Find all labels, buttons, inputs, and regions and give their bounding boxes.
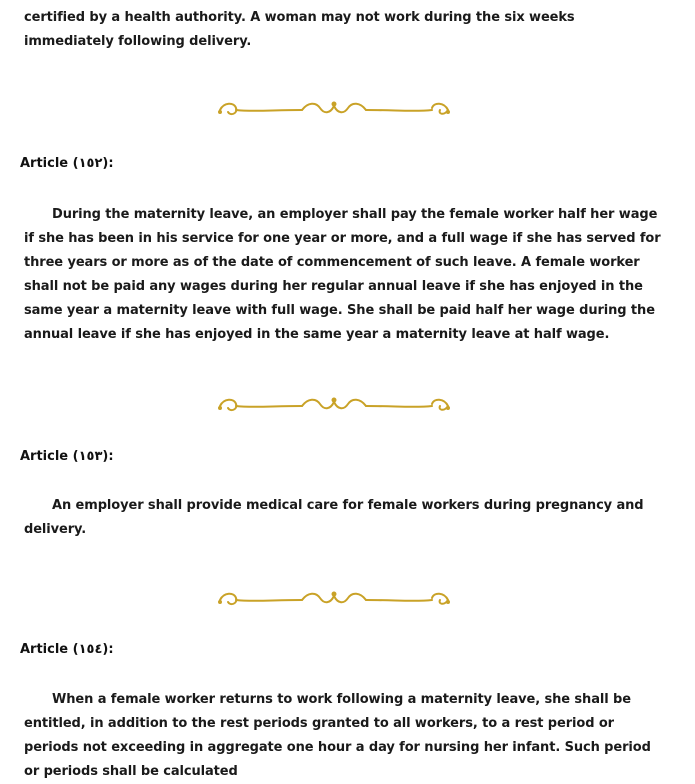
article-heading-154: Article (١٥٤): [20,642,114,657]
article-heading-152: Article (١٥٢): [20,156,114,171]
article-body-152: During the maternity leave, an employer shall pay the female worker half her wage if she has been in his service for one year or more, and a full wage if she has served for three years or more as of the date of commencement of such leave. A female worker shall not be paid any wages during her regular annual leave if she has enjoyed in the same year a maternity leave with full wage. She shall be paid half her wage during the annual leave if she has enjoyed in the same year a maternity leave at half wage. [24,207,661,342]
article-body-153: An employer shall provide medical care for female workers during pregnancy and delivery. [24,498,644,537]
gold-flourish-divider-icon [212,96,456,124]
gold-flourish-divider-icon [212,392,456,420]
article-body-154: When a female worker returns to work following a maternity leave, she shall be entitled, in addition to the rest periods granted to all workers, to a rest period or periods not exceeding in aggregate one hour a day for nursing her infant. Such period or periods shall be calculated [24,692,651,779]
intro-paragraph: certified by a health authority. A woman may not work during the six weeks immediately following delivery. [24,10,575,49]
gold-flourish-divider-icon [212,586,456,614]
article-heading-153: Article (١٥٣): [20,449,114,464]
